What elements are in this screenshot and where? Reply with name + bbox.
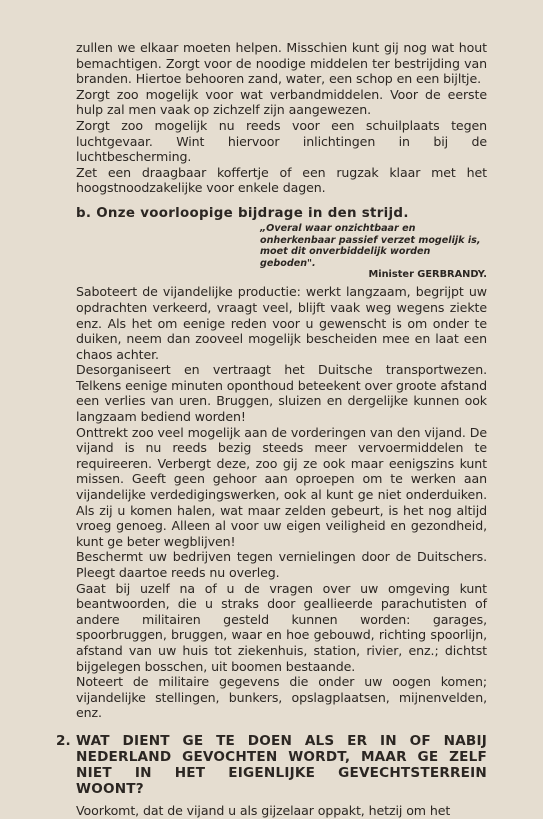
paragraph-military-data: Noteert de militaire gegevens die onder uw oogen komen; vijandelijke stellingen, bunkers, opslagplaatsen, mijnenvelden, enz.	[76, 674, 487, 721]
paragraph-protect-business: Beschermt uw bedrijven tegen vernielingen door de Duitschers. Pleegt daartoe reeds nu overleg.	[76, 549, 487, 580]
question-2	[56, 732, 487, 797]
paragraph-transport: Desorganiseert en vertraagt het Duitsche transportwezen. Telkens eenige minuten oponthoud beteekent over groote afstand een verlies van uren. Bruggen, sluizen en dergelijke kunnen ook langzaam bediend worden!	[76, 362, 487, 425]
quote-author: Minister GERBRANDY.	[368, 269, 487, 281]
paragraph-hostage: Voorkomt, dat de vijand u als gijzelaar oppakt, hetzij om het	[76, 802, 451, 818]
question-text: WAT DIENT GE TE DOEN ALS ER IN OF NABIJ NEDERLAND GEVOCHTEN WORDT, MAAR GE ZELF NIET IN HET EIGENLIJKE GEVECHTSTERREIN WOONT?	[76, 732, 487, 797]
paragraph-sabotage: Saboteert de vijandelijke productie: werkt langzaam, begrijpt uw opdrachten verkeerd, vraagt veel, blijft vaak weg wegens ziekte enz. Als het om eenige reden voor u gewenscht is om onder te duiken, neem dan zooveel mogelijk bescheiden mee en laat een chaos achter.	[76, 284, 487, 362]
question-number: 2.	[56, 732, 71, 749]
paragraph-wood-fire: zullen we elkaar moeten helpen. Misschien kunt gij nog wat hout bemachtigen. Zorgt voor de noodige middelen ter bestrijding van branden. Hiertoe behooren zand, water, een schop en een bijltje.	[76, 40, 487, 87]
paragraph-requisitions: Onttrekt zoo veel mogelijk aan de vorderingen van den vijand. De vijand is nu reeds bezig steeds meer vervoermiddelen te requireeren. Verbergt deze, zoo gij ze ook maar eenigszins kunt missen. Geeft geen gehoor aan oproepen om te werken aan vijandelijke verdedigingswerken, ook al kunt ge niet onderduiken. Als zij u komen halen, wat maar zelden gebeurt, is het nog altijd vroeg genoeg. Alleen al voor uw eigen veiligheid en gezondheid, kunt ge beter wegblijven!	[76, 424, 487, 549]
paragraph-questions-surroundings: Gaat bij uzelf na of u de vragen over uw omgeving kunt beantwoorden, die u straks door geallieerde parachutisten of andere militairen gesteld kunnen worden: garages, spoorbruggen, bruggen, waar en hoe gebouwd, richting spoorlijn, afstand van uw huis tot ziekenhuis, station, rivier, enz.; dichtst bijgelegen bosschen, uit boomen bestaande.	[76, 580, 487, 674]
paragraph-suitcase: Zet een draagbaar koffertje of een rugzak klaar met het hoogstnoodzakelijke voor enkele dagen.	[76, 164, 487, 196]
gerbrandy-quote: „Overal waar onzichtbaar en onherkenbaar passief verzet mogelijk is, moet dit onverbiddelijk worden geboden".	[260, 222, 481, 269]
section-b-heading: b. Onze voorloopige bijdrage in den strijd.	[76, 205, 409, 221]
paragraph-bandages: Zorgt zoo mogelijk voor wat verbandmiddelen. Voor de eerste hulp zal men vaak op zichzelf zijn aangewezen.	[76, 86, 487, 118]
paragraph-shelter: Zorgt zoo mogelijk nu reeds voor een schuilplaats tegen luchtgevaar. Wint hiervoor inlichtingen in bij de luchtbescherming.	[76, 117, 487, 165]
